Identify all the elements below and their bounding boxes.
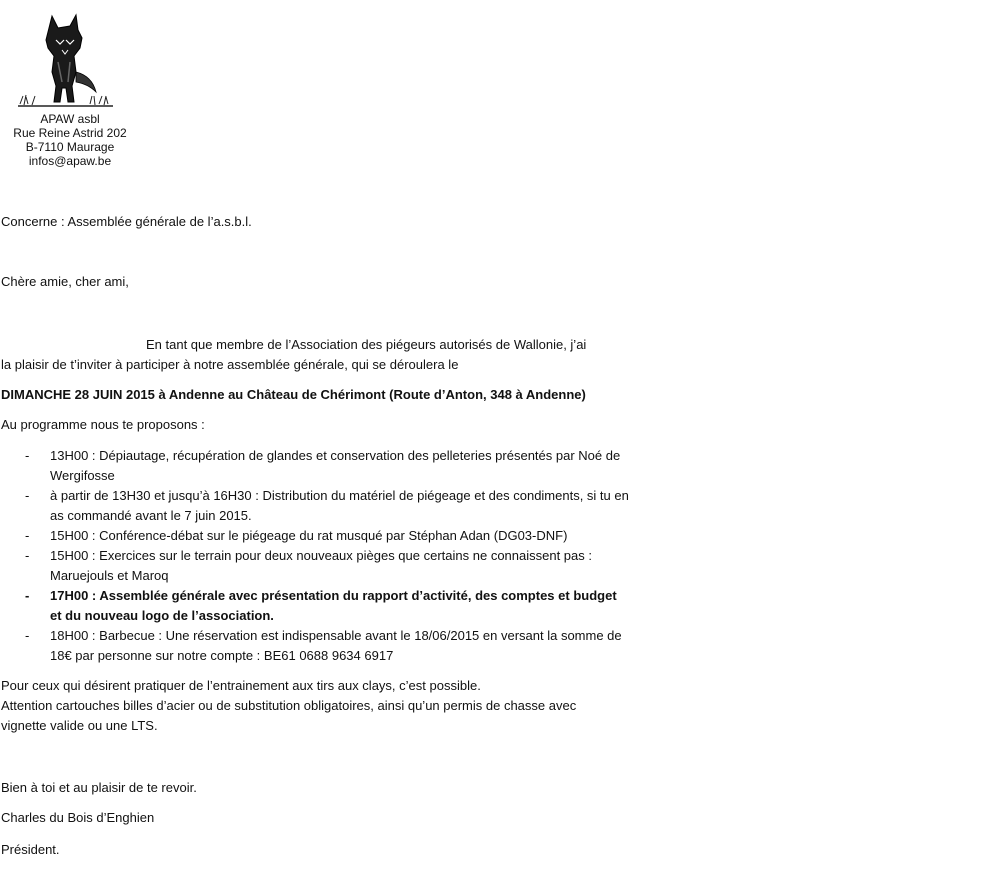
program-item-text: à partir de 13H30 et jusqu’à 16H30 : Distribution du matériel de piégeage et des condiments, si tu en as commandé avant le 7 juin 2015. [50,488,629,523]
bullet-dash: - [25,488,30,503]
signature-name: Charles du Bois d’Enghien [1,810,155,825]
intro-line-1: En tant que membre de l’Association des piégeurs autorisés de Wallonie, j’ai [146,337,587,352]
org-street: Rue Reine Astrid 202 [13,126,127,140]
program-item-text: 18H00 : Barbecue : Une réservation est indispensable avant le 18/06/2015 en versant la somme de 18€ par personne sur notre compte : BE61 0688 9634 6917 [50,628,622,663]
org-name: APAW asbl [40,112,100,126]
bullet-dash: - [25,548,30,563]
program-item-text: 17H00 : Assemblée générale avec présentation du rapport d’activité, des comptes et budget et du nouveau logo de l’association. [50,588,617,623]
program-item [0,546,630,586]
bullet-dash: - [25,588,30,603]
bullet-dash: - [25,628,30,643]
program-item [0,486,630,526]
closing-line: Bien à toi et au plaisir de te revoir. [1,780,197,795]
bullet-dash: - [25,448,30,463]
clays-line-3: vignette valide ou une LTS. [1,718,158,733]
program-intro: Au programme nous te proposons : [1,417,205,432]
program-item [0,526,630,546]
clays-line-1: Pour ceux qui désirent pratiquer de l’entrainement aux tirs aux clays, c’est possible. [1,678,481,693]
signature-title: Président. [1,842,60,857]
intro-line-2: la plaisir de t’inviter à participer à notre assemblée générale, qui se déroulera le [1,357,459,372]
program-item-text: 13H00 : Dépiautage, récupération de glandes et conservation des pelleteries présentés par Noé de Wergifosse [50,448,621,483]
fox-icon [18,12,113,108]
subject-line: Concerne : Assemblée générale de l’a.s.b.l. [1,214,252,229]
org-email: infos@apaw.be [28,154,112,168]
clays-line-2: Attention cartouches billes d’acier ou de substitution obligatoires, ainsi qu’un permis de chasse avec [1,698,577,713]
program-item [0,586,630,626]
org-city: B-7110 Maurage [25,140,115,154]
program-item-text: 15H00 : Conférence-débat sur le piégeage du rat musqué par Stéphan Adan (DG03-DNF) [50,528,568,543]
program-list [0,446,640,666]
greeting: Chère amie, cher ami, [1,274,129,289]
bullet-dash: - [25,528,30,543]
program-item [0,446,630,486]
letterhead [0,112,140,168]
event-date-location: DIMANCHE 28 JUIN 2015 à Andenne au Château de Chérimont (Route d’Anton, 348 à Andenne) [1,387,586,402]
program-item [0,626,630,666]
program-item-text: 15H00 : Exercices sur le terrain pour deux nouveaux pièges que certains ne connaissent pas : Maruejouls et Maroq [50,548,592,583]
